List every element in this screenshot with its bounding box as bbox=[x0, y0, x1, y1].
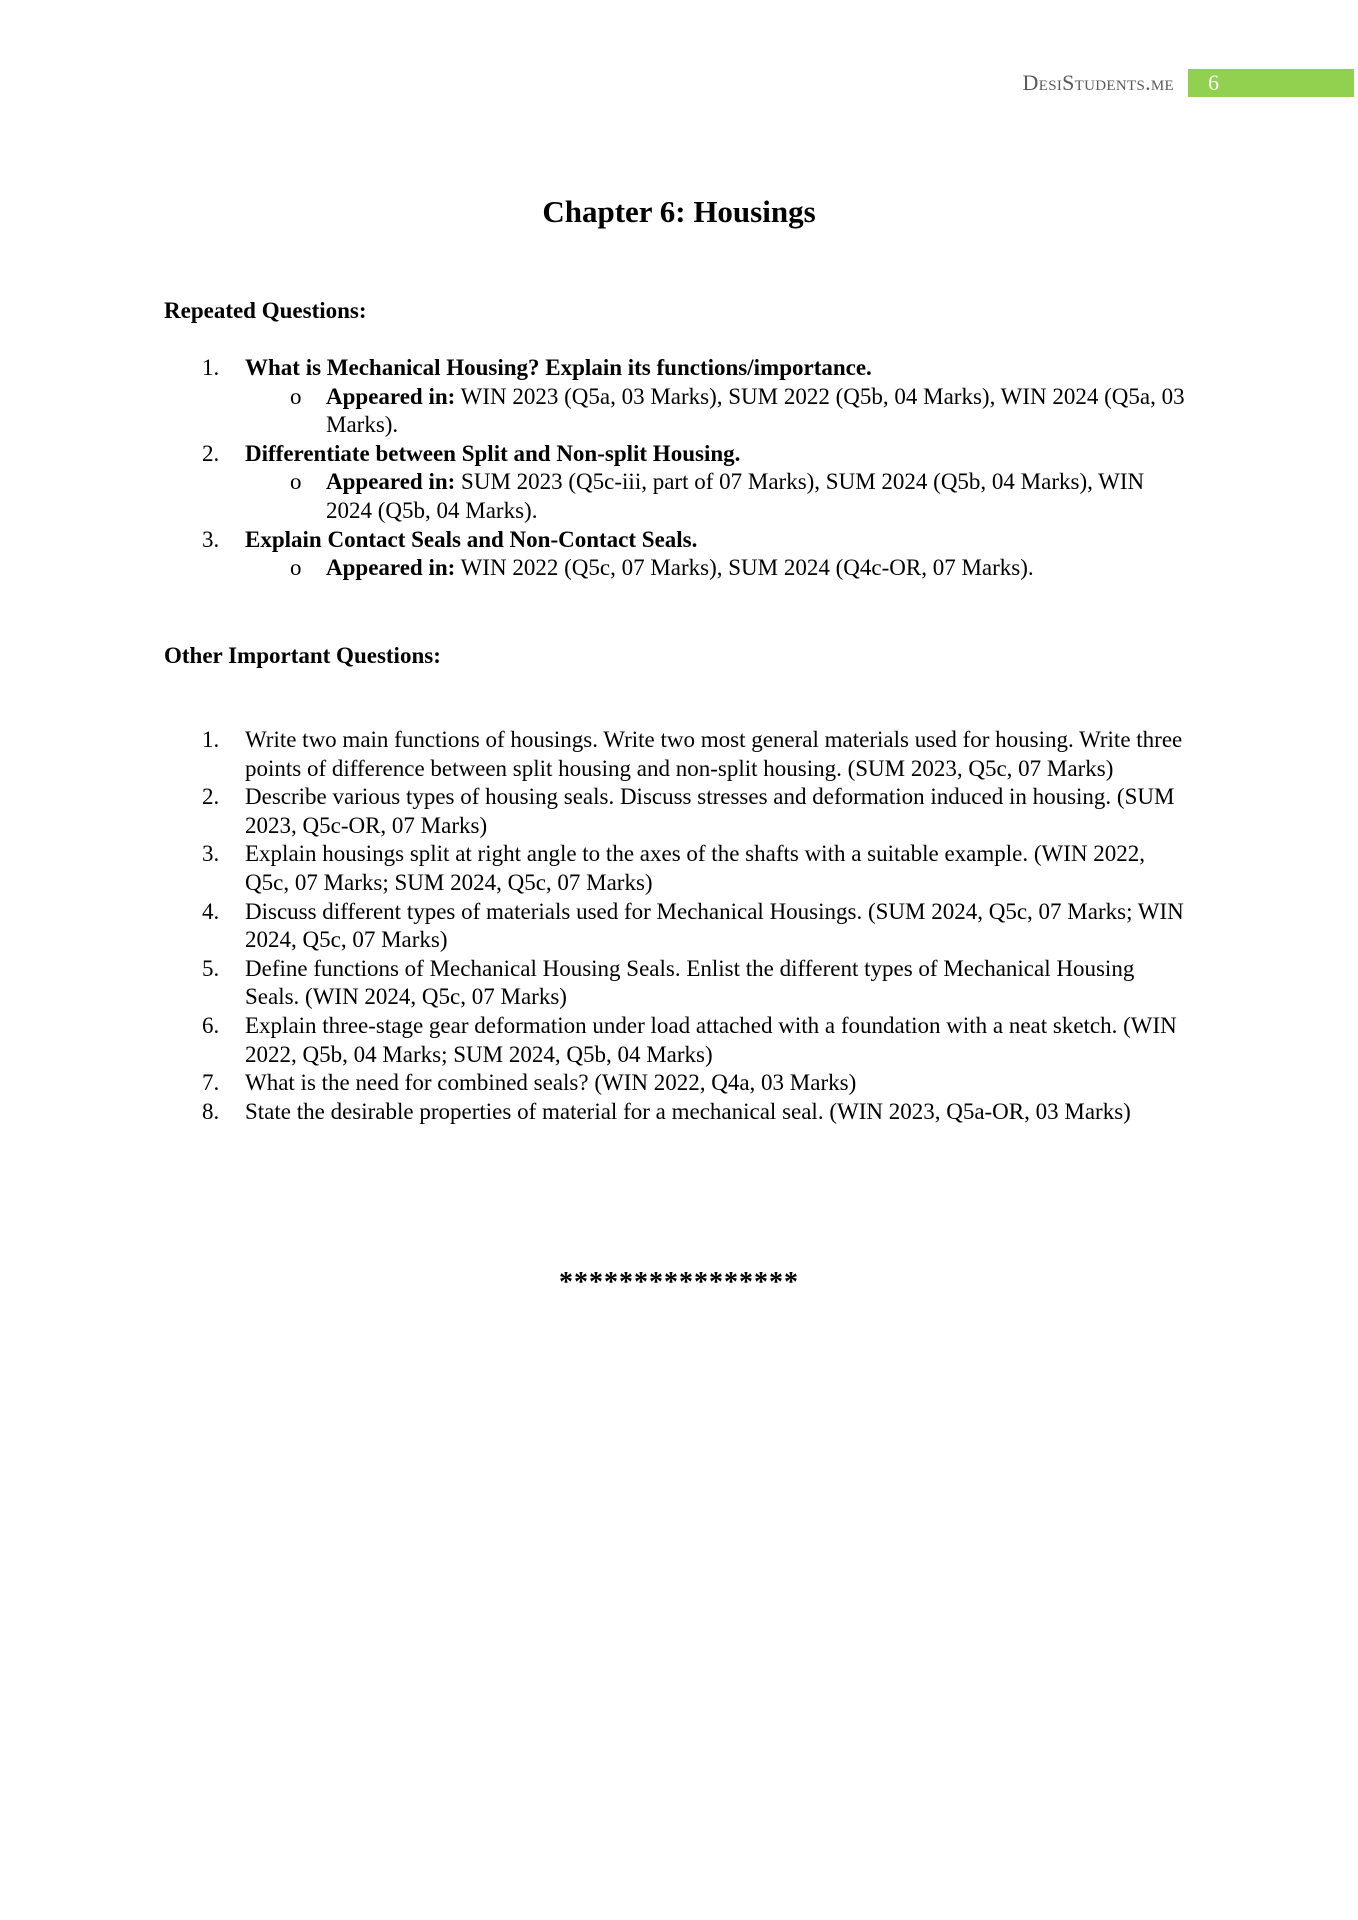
repeated-question-item bbox=[164, 526, 1194, 583]
other-question-item bbox=[164, 898, 1194, 955]
appeared-in-line bbox=[245, 383, 1194, 440]
question-number: 1. bbox=[202, 727, 220, 752]
question-text: Define functions of Mechanical Housing Seals. Enlist the different types of Mechanical Housing Seals. (WIN 2024, Q5c, 07 Marks) bbox=[245, 955, 1135, 1010]
question-number: 4. bbox=[202, 898, 220, 924]
other-question-item bbox=[164, 726, 1194, 783]
repeated-question-item bbox=[164, 440, 1194, 526]
other-questions-list bbox=[164, 726, 1194, 1126]
question-text: Describe various types of housing seals. Discuss stresses and deformation induced in housing. (SUM 2023, Q5c-OR, 07 Marks) bbox=[245, 784, 1175, 838]
question-number: 7. bbox=[202, 1070, 220, 1096]
question-text: Write two main functions of housings. Write two most general materials used for housing. Write three points of difference between split housing and non-split housing. (SUM 2023, Q5c, 07 Marks) bbox=[245, 727, 1183, 781]
appeared-in-text: SUM 2023 (Q5c-iii, part of 07 Marks), SUM 2024 (Q5b, 04 Marks), WIN 2024 (Q5b, 04 Marks). bbox=[326, 469, 1145, 523]
other-question-item bbox=[164, 1069, 1194, 1098]
question-text: Explain three-stage gear deformation under load attached with a foundation with a neat sketch. (WIN 2022, Q5b, 04 Marks; SUM 2024, Q5b, 04 Marks) bbox=[245, 1012, 1177, 1067]
question-text: State the desirable properties of material for a mechanical seal. (WIN 2023, Q5a-OR, 03 Marks) bbox=[245, 1098, 1131, 1124]
other-question-item bbox=[164, 1012, 1194, 1069]
chapter-title: Chapter 6: Housings bbox=[542, 194, 816, 229]
appeared-in-line bbox=[245, 554, 1194, 583]
question-number: 6. bbox=[202, 1012, 220, 1038]
appeared-in-label: Appeared in: bbox=[326, 383, 456, 409]
question-text: What is the need for combined seals? (WIN 2022, Q4a, 03 Marks) bbox=[245, 1070, 857, 1096]
question-text: Discuss different types of materials used for Mechanical Housings. (SUM 2024, Q5c, 07 Marks; WIN 2024, Q5c, 07 Marks) bbox=[245, 898, 1184, 953]
question-number: 2. bbox=[202, 440, 220, 466]
question-number: 2. bbox=[202, 784, 220, 810]
question-text: Differentiate between Split and Non-split Housing. bbox=[245, 440, 741, 466]
appeared-in-line bbox=[245, 468, 1194, 525]
question-number: 8. bbox=[202, 1098, 220, 1124]
page-header bbox=[0, 69, 1358, 97]
circle-bullet-icon: o bbox=[290, 555, 302, 581]
page-number-badge: 6 bbox=[1188, 69, 1354, 97]
end-of-chapter-marker: **************** bbox=[559, 1267, 799, 1298]
question-text: Explain housings split at right angle to the axes of the shafts with a suitable example. (WIN 2022, Q5c, 07 Marks; SUM 2024, Q5c, 07 Marks) bbox=[245, 841, 1145, 895]
repeated-questions-list bbox=[164, 354, 1194, 583]
circle-bullet-icon: o bbox=[290, 383, 302, 409]
other-question-item bbox=[164, 955, 1194, 1012]
appeared-in-label: Appeared in: bbox=[326, 555, 456, 581]
question-number: 3. bbox=[202, 841, 220, 867]
repeated-questions-heading: Repeated Questions: bbox=[164, 298, 367, 323]
question-number: 5. bbox=[202, 955, 220, 981]
appeared-in-label: Appeared in: bbox=[326, 469, 456, 495]
question-number: 1. bbox=[202, 355, 220, 380]
appeared-in-text: WIN 2023 (Q5a, 03 Marks), SUM 2022 (Q5b, 04 Marks), WIN 2024 (Q5a, 03 Marks). bbox=[326, 383, 1185, 438]
other-questions-heading: Other Important Questions: bbox=[164, 643, 441, 668]
circle-bullet-icon: o bbox=[290, 469, 302, 495]
question-number: 3. bbox=[202, 526, 220, 552]
other-question-item bbox=[164, 783, 1194, 840]
repeated-question-item bbox=[164, 354, 1194, 440]
question-text: Explain Contact Seals and Non-Contact Seals. bbox=[245, 526, 698, 552]
appeared-in-text: WIN 2022 (Q5c, 07 Marks), SUM 2024 (Q4c-OR, 07 Marks). bbox=[455, 555, 1034, 581]
other-question-item bbox=[164, 1098, 1194, 1127]
question-text: What is Mechanical Housing? Explain its functions/importance. bbox=[245, 355, 872, 380]
header-site-name: DesiStudents.me bbox=[1022, 70, 1174, 95]
other-question-item bbox=[164, 840, 1194, 897]
